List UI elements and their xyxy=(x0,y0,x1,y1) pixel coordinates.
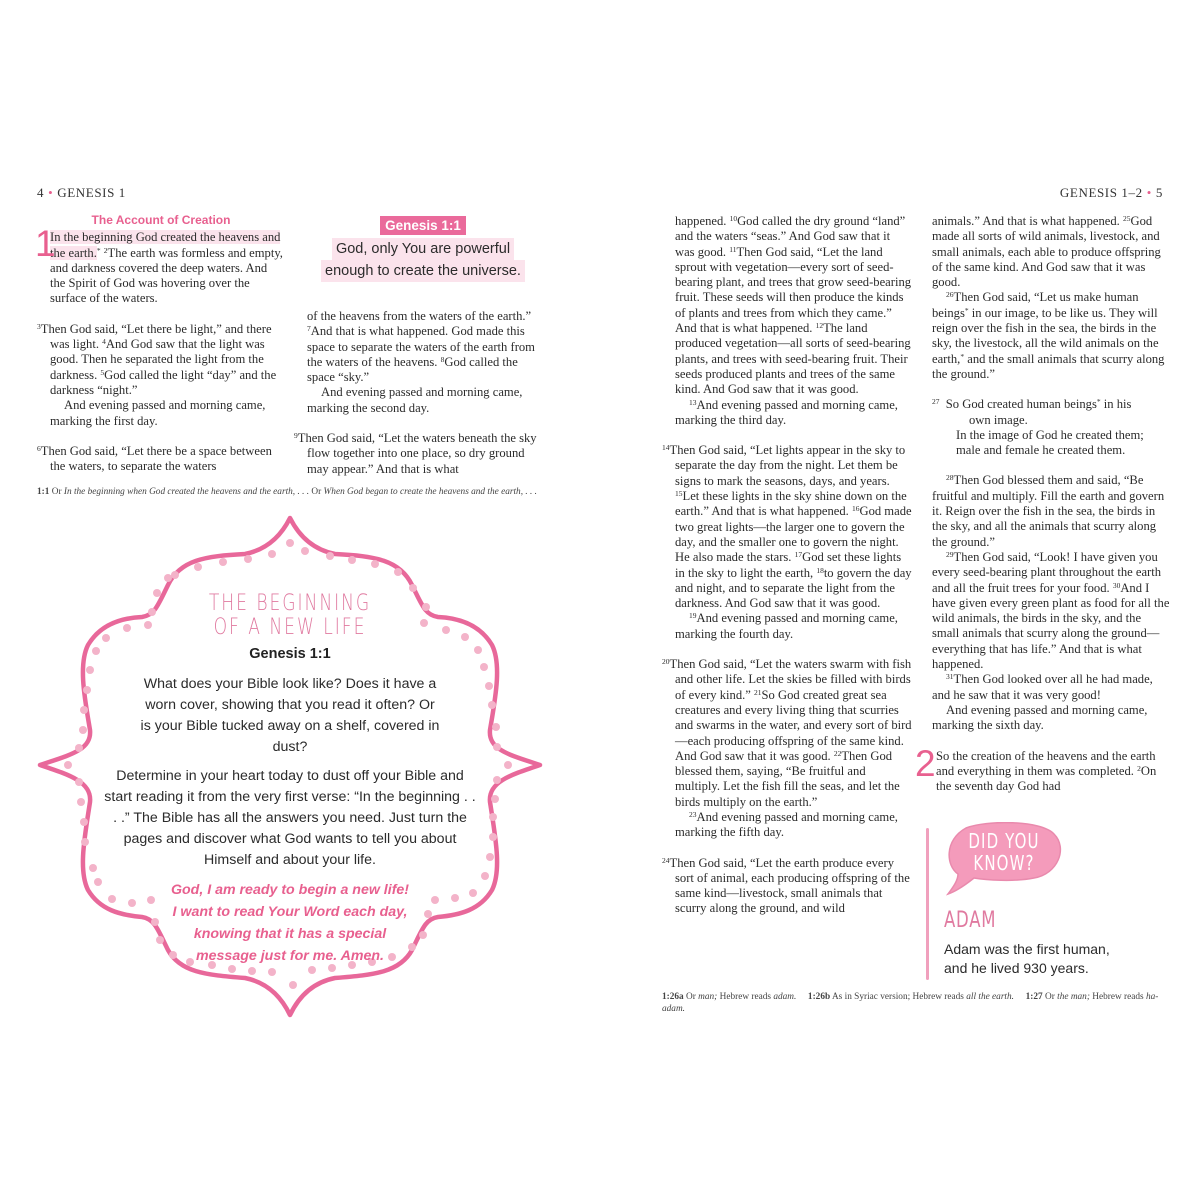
verse-22: Then God blessed them, saying, “Be fruitful and multiply. Let the fish fill the seas, and let the birds multiply on the earth.” xyxy=(675,748,900,809)
verse-26 xyxy=(932,290,1170,382)
verse-28-text: Then God blessed them and said, “Be fruitful and multiply. Fill the earth and govern it. Reign over the fish in the sea, the birds in the sky, and all the animals that scurry along the ground.” xyxy=(932,473,1165,549)
verse-3: Then God said, “Let there be light,” and there was light. xyxy=(40,321,272,352)
verse-number: 13 xyxy=(689,397,697,407)
chapter-2-number: 2 xyxy=(915,742,936,784)
left-book-ref: GENESIS 1 xyxy=(57,185,126,200)
footnote-marker: * xyxy=(960,351,965,361)
right-book-ref: GENESIS 1–2 xyxy=(1059,185,1143,200)
left-page-number: 4 xyxy=(37,185,45,200)
verse-number: 9 xyxy=(294,431,298,441)
verse-number: 26 xyxy=(946,290,954,300)
verse-17: God set these lights in the sky to light the earth, xyxy=(675,550,902,580)
day-1-line: And evening passed and morning came, marking the first day. xyxy=(50,398,266,428)
chapter-2-opening xyxy=(915,742,1170,795)
verse-number: 18 xyxy=(816,565,824,575)
right-running-head xyxy=(1060,185,1163,201)
verses-6-8 xyxy=(294,309,544,385)
verse-number: 27 xyxy=(932,397,940,407)
callout-title: ADAM xyxy=(944,908,997,933)
footnote-italic: ha-adam. xyxy=(662,992,1159,1014)
bubble-line-1: DID YOU xyxy=(968,829,1040,853)
verse-number: 19 xyxy=(689,611,697,621)
verse-number: 8 xyxy=(440,354,445,364)
verse-number: 6 xyxy=(37,443,41,453)
verse-24-cont: animals.” And that is what happened. xyxy=(932,214,1120,228)
prayer-callout xyxy=(306,216,540,282)
footnote-text: Or xyxy=(311,487,322,497)
bullet-dot-icon: • xyxy=(48,185,54,200)
footnote-text: Hebrew reads xyxy=(1092,992,1144,1002)
feature-paragraph-1: What does your Bible look like? Does it have a worn cover, showing that you read it often? Or is your Bible tucked away on a shelf, covered in dust? xyxy=(140,676,440,755)
chapter-2-verse-2: On the seventh day God had xyxy=(936,763,1157,794)
bubble-text xyxy=(948,830,1060,874)
verse-number: 24 xyxy=(662,855,670,865)
callout-text: Adam was the first human, and he lived 930 years. xyxy=(944,941,1110,976)
did-you-know-callout xyxy=(926,822,1166,982)
verse-6-cont: of the heavens from the waters of the earth.” xyxy=(307,309,532,323)
footnote-alt-2: When God began to create the heavens and the earth, . . . xyxy=(323,487,537,497)
right-column-1 xyxy=(662,214,912,917)
feature-title-line-1: THE BEGINNING xyxy=(208,591,372,616)
chapter-2-verse-1: So the creation of the heavens and the earth and everything in them was completed. xyxy=(936,748,1156,778)
verse-number: 21 xyxy=(754,687,762,697)
verse-13 xyxy=(662,398,912,429)
verse-27-line-4: male and female he created them. xyxy=(956,443,1126,458)
verse-number: 29 xyxy=(946,549,954,559)
footnote-1-26a xyxy=(662,992,796,1002)
right-footnotes xyxy=(662,991,1167,1015)
verse-7: And that is what happened. God made this space to separate the waters of the earth from the waters of the heavens. xyxy=(307,324,535,369)
callout-reference-tag: Genesis 1:1 xyxy=(380,216,466,235)
verse-18: to govern the day and night, and to separate the light from the darkness. And God saw that it was good. xyxy=(675,565,912,611)
verse-16: God made two great lights—the larger one to govern the day, and the smaller one to govern the night. He also made the stars. xyxy=(675,504,912,565)
verse-4: And God saw that the light was good. Then he separated the light from the darkness. xyxy=(50,337,265,382)
feature-title-line-2: OF A NEW LIFE xyxy=(213,615,367,640)
footnote-italic: adam. xyxy=(773,992,797,1002)
verses-9-12 xyxy=(662,214,912,398)
verse-13-text: And evening passed and morning came, marking the third day. xyxy=(675,397,898,427)
verse-number: 20 xyxy=(662,657,670,667)
chapter-number: 1 xyxy=(35,223,56,265)
footnote-italic: man; xyxy=(698,992,718,1002)
verse-12: The land produced vegetation—all sorts of seed-bearing plants, and trees with seed-bearing fruit. Their seeds produced plants and trees of the same kind. And God saw that it was good. xyxy=(675,321,911,397)
footnote-text: Or xyxy=(686,992,696,1002)
footnote-ref: 1:27 xyxy=(1025,992,1043,1002)
footnote-marker: * xyxy=(1096,397,1101,407)
verse-number: 17 xyxy=(794,550,803,560)
footnote-ref: 1:26b xyxy=(807,992,831,1002)
footnote-ref: 1:1 xyxy=(37,487,50,497)
verse-28 xyxy=(932,473,1170,549)
verse-number: 12 xyxy=(815,321,824,331)
verse-26-b: in our image, to be like us. They will reign over the fish in the sea, the birds in the sky, the livestock, all the wild animals on the earth, xyxy=(932,305,1159,366)
verses-29-30 xyxy=(932,550,1170,672)
footnote-alt-1: In the beginning when God created the heavens and the earth, . . . xyxy=(63,487,310,497)
verse-11: Then God said, “Let the land sprout with vegetation—every sort of seed-bearing plant, and trees that grow seed-bearing fruit. These seeds will then produce the kinds of plants and trees from which they came.” And that is what happened. xyxy=(675,244,912,336)
verse-27-line-1b: in his xyxy=(1100,397,1132,412)
verse-number: 4 xyxy=(102,337,106,347)
verse-number: 10 xyxy=(729,214,738,223)
verse-number: 15 xyxy=(675,489,683,499)
verse-24-text: Then God said, “Let the earth produce every sort of animal, each producing offspring of the same kind—livestock, small animals that scurry along the ground, and wild xyxy=(669,855,910,916)
verse-9-cont: happened. xyxy=(675,214,727,228)
verses-24-25 xyxy=(932,214,1170,290)
section-heading: The Account of Creation xyxy=(91,213,231,227)
verse-27-line-1: So God created human beings xyxy=(945,397,1097,412)
bullet-dot-icon: • xyxy=(1146,185,1152,200)
verse-6-text: Then God said, “Let there be a space between the waters, to separate the waters xyxy=(40,443,272,474)
chapter-1-opening xyxy=(35,223,285,306)
verse-19-text: And evening passed and morning came, marking the fourth day. xyxy=(675,611,898,641)
verse-31 xyxy=(932,672,1170,703)
verse-number: 28 xyxy=(946,473,954,483)
verse-number: 22 xyxy=(833,748,842,758)
verse-27-line-2: own image. xyxy=(969,412,1028,427)
verse-9 xyxy=(294,431,544,477)
footnote-italic: the man; xyxy=(1057,992,1090,1002)
footnote-text: Or xyxy=(1045,992,1055,1002)
bubble-line-2: KNOW? xyxy=(973,851,1035,875)
verse-29: Then God said, “Look! I have given you every seed-bearing plant throughout the earth and all the fruit trees for your food. xyxy=(932,549,1162,595)
callout-line-2: enough to create the universe. xyxy=(321,260,525,282)
right-column-2 xyxy=(915,214,1170,794)
feature-prayer: God, I am ready to begin a new life! I want to read Your Word each day, knowing that it has a special message just for me. Amen. xyxy=(170,882,410,964)
footnote-italic: all the earth. xyxy=(966,992,1014,1002)
left-running-head xyxy=(37,185,126,201)
verse-2: The earth was formless and empty, and darkness covered the deep waters. And the Spirit of God was hovering over the surface of the waters. xyxy=(50,245,283,306)
verse-21: So God created great sea creatures and every living thing that scurries and swarms in the water, and every sort of bird—each producing offspring of the same kind. And God saw that it was good. xyxy=(675,687,912,763)
verse-6 xyxy=(37,444,285,475)
verse-number: 16 xyxy=(851,504,860,514)
verse-1-line xyxy=(37,230,285,306)
callout-line-1: God, only You are powerful xyxy=(332,238,514,260)
verse-8: God called the space “sky.” xyxy=(307,354,518,385)
verse-number: 30 xyxy=(1112,580,1121,590)
feature-paragraph-2: Determine in your heart today to dust off your Bible and start reading it from the very first verse: “In the beginning . . . .” The Bible has all the answers you need. Just turn the pages and discover what God wants to tell you about Himself and about your life. xyxy=(104,768,476,868)
verse-number: 14 xyxy=(662,443,670,453)
verse-27-poetry xyxy=(932,397,1170,458)
verse-number: 5 xyxy=(100,367,105,377)
verse-23 xyxy=(662,810,912,841)
footnote-text: As in Syriac version; Hebrew reads xyxy=(831,992,964,1002)
footnote-1-26b xyxy=(808,992,1014,1002)
verse-number: 7 xyxy=(307,324,311,334)
verse-27-line-3: In the image of God he created them; xyxy=(956,427,1144,442)
callout-side-rule xyxy=(926,828,929,980)
left-footnote xyxy=(37,486,542,498)
verse-19 xyxy=(662,611,912,642)
feature-box xyxy=(100,592,480,967)
left-column-1 xyxy=(37,213,285,474)
verse-number: 2 xyxy=(1137,763,1141,773)
verse-24 xyxy=(662,856,912,917)
verse-23-text: And evening passed and morning came, marking the fifth day. xyxy=(675,809,898,840)
day-6-line: And evening passed and morning came, marking the sixth day. xyxy=(932,702,1148,733)
verse-30: And I have given every green plant as food for all the wild animals, the birds in the sky, and the small animals that scurry along the ground—everything that has life.” And that is what happened. xyxy=(932,580,1170,672)
footnote-marker: * xyxy=(964,305,969,315)
verse-number: 2 xyxy=(103,245,108,255)
right-page-number: 5 xyxy=(1155,185,1163,200)
verse-5: God called the light “day” and the darkness “night.” xyxy=(50,367,277,397)
day-2-line: And evening passed and morning came, marking the second day. xyxy=(307,385,523,415)
footnote-text: Or xyxy=(51,487,62,497)
footnote-marker: * xyxy=(96,245,101,255)
verse-number: 25 xyxy=(1122,214,1131,223)
feature-reference: Genesis 1:1 xyxy=(249,646,331,662)
verse-10: God called the dry ground “land” and the waters “seas.” And God saw that it was good. xyxy=(675,214,906,259)
verse-number: 23 xyxy=(689,809,697,819)
footnote-text: Hebrew reads xyxy=(719,992,771,1002)
verse-14: Then God said, “Let lights appear in the sky to separate the day from the night. Let them be signs to mark the seasons, days, and years. xyxy=(669,443,906,488)
verse-1-highlight: In the beginning God created the heavens and the earth. xyxy=(50,230,281,260)
footnote-ref: 1:26a xyxy=(662,992,684,1002)
verse-20: Then God said, “Let the waters swarm with fish and other life. Let the skies be filled with birds of every kind.” xyxy=(669,657,912,702)
verses-20-22 xyxy=(662,657,912,810)
verse-25: God made all sorts of wild animals, livestock, and small animals, each able to produce offspring of the same kind. And God saw that it was good. xyxy=(932,214,1161,290)
verse-number: 31 xyxy=(946,672,954,682)
verse-26-a: Then God said, “Let us make human beings xyxy=(932,290,1139,320)
verse-number: 3 xyxy=(37,321,41,331)
verses-14-18 xyxy=(662,443,912,611)
verse-number: 11 xyxy=(729,244,737,254)
left-column-2 xyxy=(294,309,544,477)
verse-26-c: and the small animals that scurry along the ground.” xyxy=(932,351,1165,381)
verse-9-text: Then God said, “Let the waters beneath the sky flow together into one place, so dry ground may appear.” And that is what xyxy=(297,431,537,476)
verse-31-text: Then God looked over all he had made, and he saw that it was very good! xyxy=(932,672,1153,702)
verse-15: Let these lights in the sky shine down on the earth.” And that is what happened. xyxy=(675,489,907,519)
verses-3-5 xyxy=(37,322,285,398)
chapter-2-verses xyxy=(932,749,1170,795)
